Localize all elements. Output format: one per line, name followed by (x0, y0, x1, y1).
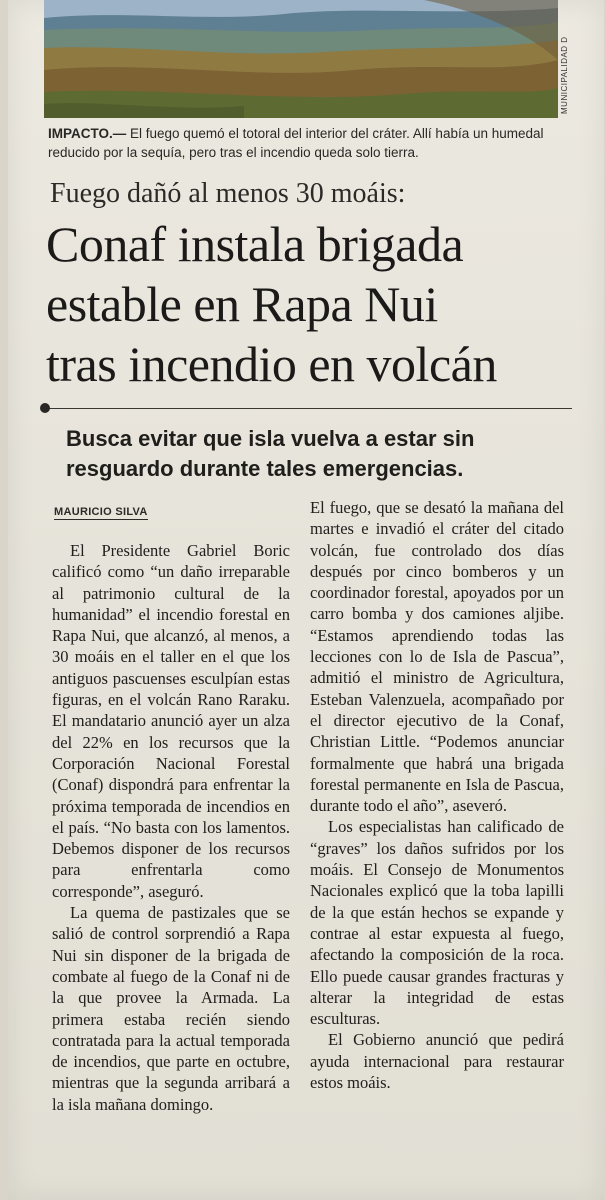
headline-line-2: estable en Rapa Nui (46, 276, 438, 332)
headline (46, 214, 586, 394)
headline-line-3: tras incendio en volcán (46, 336, 497, 392)
landscape-illustration (44, 0, 558, 118)
paragraph: La quema de pastizales que se salió de control sorprendió a Rapa Nui sin disponer de la brigada de combate al fuego de la Conaf ni de la que provee la Armada. La primera estaba recién siendo contratada para la actual temporada de incendios, que parte en octubre, mientras que la segunda arribará a la isla mañana domingo. (52, 903, 290, 1114)
newspaper-page (8, 0, 604, 1200)
byline: MAURICIO SILVA (54, 506, 148, 518)
photo-credit: MUNICIPALIDAD D (560, 36, 569, 114)
crater-photo (44, 0, 558, 118)
body-column-left (52, 540, 290, 1115)
kicker: Fuego dañó al menos 30 moáis: (50, 178, 406, 209)
divider-bullet (40, 403, 50, 413)
deck-line-1: Busca evitar que isla vuelva a estar sin (66, 426, 475, 451)
headline-divider (42, 408, 572, 409)
caption-lead: IMPACTO.— (48, 126, 127, 141)
paragraph: Los especialistas han calificado de “graves” los daños sufridos por los moáis. El Consejo de Monumentos Nacionales explicó que la toba lapilli de la que están hechos se expande y contrae al estar expuesta al fuego, afectando la composición de la roca. Ello puede causar grandes fracturas y alterar la integridad de estas esculturas. (310, 817, 564, 1029)
paragraph: El Presidente Gabriel Boric calificó como “un daño irreparable al patrimonio cultural de la humanidad” el incendio forestal en Rapa Nui, que alcanzó, al menos, a 30 moáis en el taller en el que los antiguos pascuenses esculpían estas figuras, en el volcán Rano Raraku. El mandatario anunció ayer un alza del 22% en los recursos que la Corporación Nacional Forestal (Conaf) dispondrá para enfrentar la próxima temporada de incendios en el país. “No basta con los lamentos. Debemos disponer de los recursos para enfrentarla como corresponde”, aseguró. (52, 541, 290, 901)
photo-caption (48, 124, 568, 162)
deck-line-2: resguardo durante tales emergencias. (66, 456, 464, 481)
caption-text: El fuego quemó el totoral del interior del cráter. Allí había un humedal reducido por la sequía, pero tras el incendio queda solo tierra. (48, 126, 544, 160)
paragraph: El fuego, que se desató la mañana del martes e invadió el cráter del citado volcán, fue controlado dos días después por cinco bomberos y un coordinador forestal, apoyados por un carro bomba y dos camiones aljibe. “Estamos aprendiendo todas las lecciones con lo de Isla de Pascua”, admitió el ministro de Agricultura, Esteban Valenzuela, acompañado por el director ejecutivo de la Conaf, Christian Little. “Podemos anunciar formalmente que habrá una brigada forestal permanente en Isla de Pascua, durante todo el año”, aseveró. (310, 498, 564, 816)
paragraph: El Gobierno anunció que pedirá ayuda internacional para restaurar estos moáis. (310, 1030, 564, 1093)
deck (66, 424, 576, 484)
body-column-right (310, 497, 564, 1093)
headline-line-1: Conaf instala brigada (46, 216, 464, 272)
